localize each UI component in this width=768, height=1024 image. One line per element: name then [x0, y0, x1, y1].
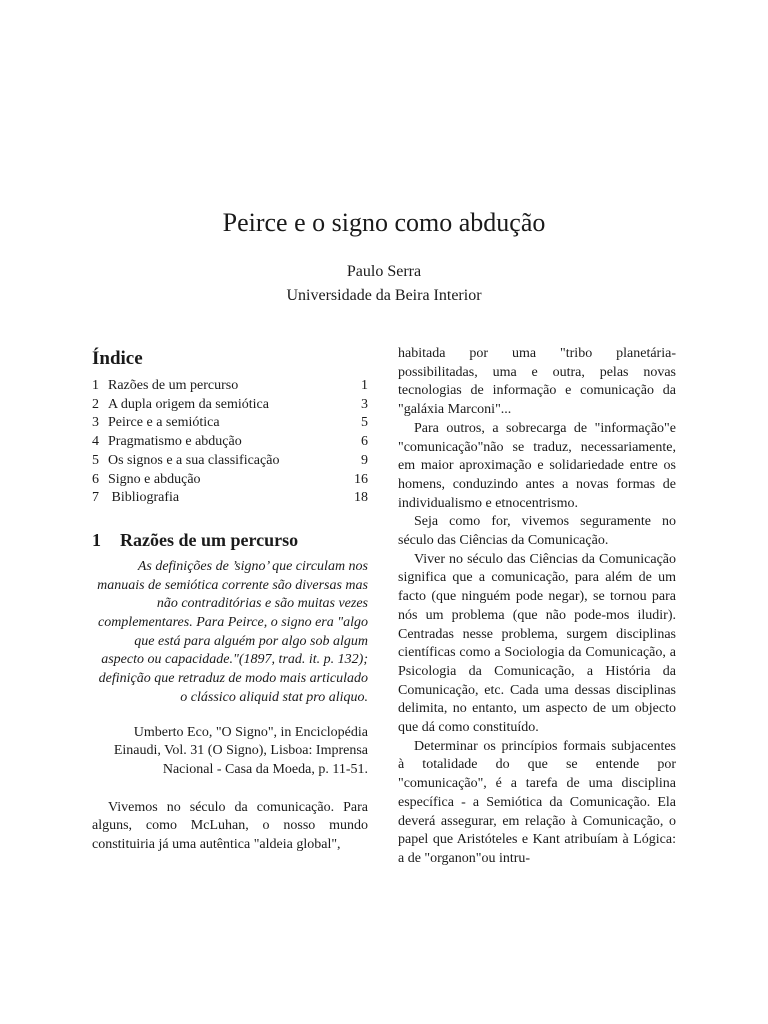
toc-item-label: Peirce e a semiótica	[108, 415, 220, 431]
epigraph-citation: Umberto Eco, "O Signo", in Enciclopédia Einaudi, Vol. 31 (O Signo), Lisboa: Imprensa Nacional - Casa da Moeda, p. 11-51.	[113, 724, 368, 777]
toc-item-page: 9	[361, 452, 368, 468]
toc-item-page: 3	[361, 396, 368, 412]
toc-item[interactable]	[92, 452, 368, 471]
toc-item-page: 16	[354, 471, 368, 487]
author-affiliation: Universidade da Beira Interior	[286, 287, 482, 304]
table-of-contents	[92, 377, 368, 508]
toc-item-page: 1	[361, 378, 368, 393]
toc-item-page: 6	[361, 434, 368, 450]
toc-item-label: Signo e abdução	[108, 471, 201, 487]
toc-item-page: 5	[361, 415, 368, 431]
toc-item-label: Pragmatismo e abdução	[108, 434, 242, 450]
toc-item-number: 6	[92, 471, 99, 487]
toc-item[interactable]	[92, 433, 368, 452]
toc-item-number: 3	[92, 415, 99, 431]
toc-item[interactable]	[92, 396, 368, 415]
toc-item-number: 4	[92, 434, 99, 450]
toc-item[interactable]	[92, 377, 368, 396]
document-title: Peirce e o signo como abdução	[222, 208, 546, 237]
left-column	[92, 345, 368, 855]
body-paragraph: Determinar os princípios formais subjacentes à totalidade do que se entende por "comunicação", é a tarefa de uma disciplina específica - a Semiótica da Comunicação. Ela deverá assegurar, em relação à Comunicação, o papel que Aristóteles e Kant atribuíam à Lógica: a de "organon"ou intru-	[398, 738, 676, 866]
toc-item[interactable]	[92, 414, 368, 433]
section-heading	[92, 528, 368, 552]
toc-item-number: 2	[92, 396, 99, 412]
body-paragraph: Viver no século das Ciências da Comunicação significa que a comunicação, para além de um facto (que ninguém pode negar), se tornou para nós um problema (que não pode-mos iludir). Centradas nesse problema, surgem disciplinas científicas como a Sociologia da Comunicação, a Psicologia da Comunicação, a História da Comunicação, etc. Cada uma dessas disciplinas delimita, no entanto, um aspecto de um objecto que dá como constituído.	[398, 551, 676, 736]
toc-item-number: 7	[92, 490, 99, 506]
toc-heading: Índice	[92, 348, 143, 369]
toc-item-label: Bibliografia	[108, 490, 180, 506]
body-paragraph: Vivemos no século da comunicação. Para alguns, como McLuhan, o nosso mundo constituiria já uma autêntica "aldeia global",	[92, 799, 368, 853]
toc-item[interactable]	[92, 489, 368, 508]
toc-item-page: 18	[354, 490, 368, 506]
toc-item-label: Razões de um percurso	[108, 378, 239, 393]
toc-item-number: 1	[92, 378, 99, 393]
toc-item-label: Os signos e a sua classificação	[108, 452, 280, 468]
body-paragraph: Para outros, a sobrecarga de "informação"e "comunicação"não se traduz, necessariamente, em maior aproximação e solidariedade entre os homens, conduzindo antes a novas formas de individualismo e etnocentrismo.	[398, 420, 676, 511]
toc-item[interactable]	[92, 471, 368, 490]
body-paragraph: Seja como for, vivemos seguramente no século das Ciências da Comunicação.	[398, 514, 676, 549]
toc-item-number: 5	[92, 452, 99, 468]
toc-item-label: A dupla origem da semiótica	[108, 396, 269, 412]
section-number: 1	[92, 529, 101, 550]
epigraph-quote: As definições de ’signo’ que circulam nos manuais de semiótica corrente são diversas mas não contraditórias e são muitas vezes complementares. Para Peirce, o signo era "algo que está para alguém por algo sob algum aspecto ou capacidade."(1897, trad. it. p. 132); definição que retraduz de modo mais articulado o clássico aliquid stat pro aliquo.	[97, 558, 368, 705]
author-name: Paulo Serra	[346, 263, 422, 280]
right-column	[398, 345, 676, 869]
section-title: Razões de um percurso	[120, 529, 299, 550]
body-paragraph: habitada por uma "tribo planetária- possibilitadas, uma e outra, pelas novas tecnologias de informação e comunicação da "galáxia Marconi"...	[398, 346, 676, 418]
